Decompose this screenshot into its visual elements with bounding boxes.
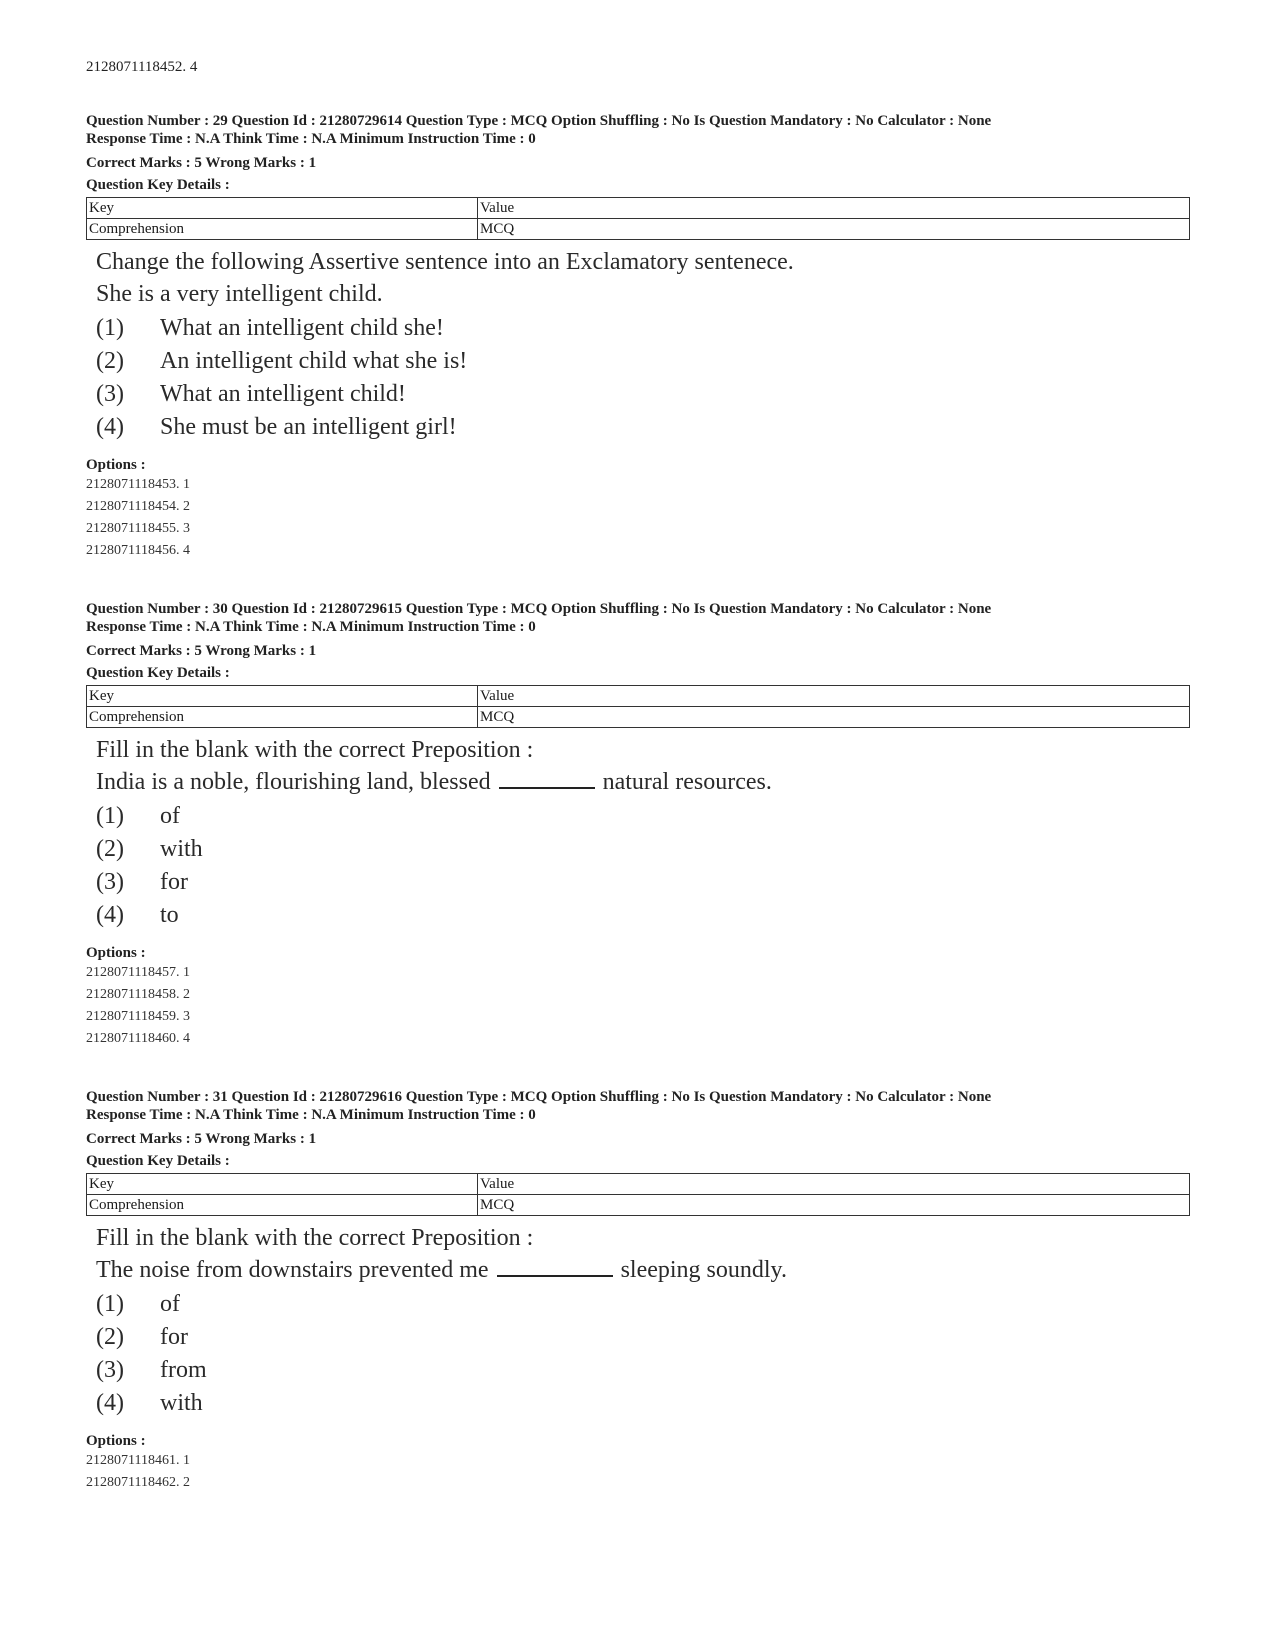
- answer-choice: [96, 800, 1190, 833]
- question-stem: [86, 734, 1190, 798]
- choice-number: (3): [96, 869, 124, 895]
- answer-choice: [96, 378, 1190, 411]
- answer-choice: [96, 411, 1190, 444]
- option-id: 2128071118461. 1: [86, 1453, 190, 1468]
- question-marks: Correct Marks : 5 Wrong Marks : 1: [86, 155, 317, 171]
- key-details-table: [86, 685, 1190, 728]
- choice-text: for: [160, 1324, 188, 1350]
- choice-text: She must be an intelligent girl!: [160, 414, 457, 440]
- option-id: 2128071118459. 3: [86, 1009, 190, 1024]
- question-meta-line: Question Number : 29 Question Id : 21280729614 Question Type : MCQ Option Shuffling : No Is Question Mandatory : No Calculator : None: [86, 113, 992, 129]
- sentence-after-blank: sleeping soundly.: [620, 1257, 787, 1283]
- answer-choices: [86, 800, 1190, 932]
- choice-text: for: [160, 869, 188, 895]
- table-header-key: Key: [87, 1174, 478, 1195]
- answer-choice: [96, 1288, 1190, 1321]
- options-label: Options :: [86, 457, 146, 473]
- answer-choice: [96, 312, 1190, 345]
- sentence-before-blank: The noise from downstairs prevented me: [96, 1257, 489, 1283]
- option-id: 2128071118455. 3: [86, 521, 190, 536]
- key-details-label: Question Key Details :: [86, 177, 230, 193]
- table-cell-key: Comprehension: [87, 219, 478, 240]
- choice-number: (4): [96, 902, 124, 928]
- choice-number: (2): [96, 348, 124, 374]
- table-row: [87, 198, 1190, 219]
- page-header-id: 2128071118452. 4: [86, 59, 198, 75]
- option-id: 2128071118460. 4: [86, 1031, 190, 1046]
- question-stem: [86, 1222, 1190, 1286]
- answer-choice: [96, 866, 1190, 899]
- choice-number: (1): [96, 1291, 124, 1317]
- table-header-key: Key: [87, 198, 478, 219]
- answer-choice: [96, 1387, 1190, 1420]
- answer-choices: [86, 312, 1190, 444]
- question-instruction: Change the following Assertive sentence into an Exclamatory sentenece.: [96, 249, 794, 275]
- question-timing-line: Response Time : N.A Think Time : N.A Minimum Instruction Time : 0: [86, 1107, 536, 1123]
- question-instruction: Fill in the blank with the correct Preposition :: [96, 737, 534, 763]
- question-block-30: [86, 600, 1190, 1050]
- table-header-value: Value: [478, 1174, 1190, 1195]
- options-label: Options :: [86, 945, 146, 961]
- answer-choice: [96, 833, 1190, 866]
- choice-text: to: [160, 902, 179, 928]
- choice-text: of: [160, 803, 180, 829]
- choice-number: (3): [96, 1357, 124, 1383]
- option-id: 2128071118454. 2: [86, 499, 190, 514]
- question-instruction: Fill in the blank with the correct Preposition :: [96, 1225, 534, 1251]
- table-cell-key: Comprehension: [87, 707, 478, 728]
- options-label: Options :: [86, 1433, 146, 1449]
- choice-text: What an intelligent child!: [160, 381, 406, 407]
- table-header-value: Value: [478, 686, 1190, 707]
- choice-text: What an intelligent child she!: [160, 315, 444, 341]
- table-row: [87, 219, 1190, 240]
- question-timing-line: Response Time : N.A Think Time : N.A Minimum Instruction Time : 0: [86, 619, 536, 635]
- choice-number: (2): [96, 1324, 124, 1350]
- key-details-table: [86, 1173, 1190, 1216]
- question-marks: Correct Marks : 5 Wrong Marks : 1: [86, 643, 317, 659]
- choice-number: (4): [96, 414, 124, 440]
- choice-number: (2): [96, 836, 124, 862]
- table-header-key: Key: [87, 686, 478, 707]
- question-sentence: [96, 766, 1190, 798]
- question-stem: [86, 246, 1190, 310]
- choice-text: with: [160, 1390, 203, 1416]
- answer-choice: [96, 899, 1190, 932]
- sentence-before-blank: India is a noble, flourishing land, blessed: [96, 769, 491, 795]
- question-meta-line: Question Number : 30 Question Id : 21280729615 Question Type : MCQ Option Shuffling : No Is Question Mandatory : No Calculator : None: [86, 601, 992, 617]
- table-header-value: Value: [478, 198, 1190, 219]
- table-row: [87, 686, 1190, 707]
- fill-blank: [499, 767, 595, 789]
- choice-number: (1): [96, 803, 124, 829]
- question-sentence: [96, 1254, 1190, 1286]
- question-sentence: She is a very intelligent child.: [96, 281, 383, 307]
- question-timing-line: Response Time : N.A Think Time : N.A Minimum Instruction Time : 0: [86, 131, 536, 147]
- question-block-29: [86, 112, 1190, 562]
- answer-choice: [96, 345, 1190, 378]
- key-details-label: Question Key Details :: [86, 665, 230, 681]
- table-cell-value: MCQ: [478, 707, 1190, 728]
- choice-number: (3): [96, 381, 124, 407]
- option-id: 2128071118456. 4: [86, 543, 190, 558]
- option-id: 2128071118458. 2: [86, 987, 190, 1002]
- option-id: 2128071118453. 1: [86, 477, 190, 492]
- answer-choices: [86, 1288, 1190, 1420]
- table-cell-key: Comprehension: [87, 1195, 478, 1216]
- choice-number: (1): [96, 315, 124, 341]
- choice-text: An intelligent child what she is!: [160, 348, 468, 374]
- fill-blank: [497, 1255, 613, 1277]
- choice-text: from: [160, 1357, 207, 1383]
- table-cell-value: MCQ: [478, 1195, 1190, 1216]
- key-details-table: [86, 197, 1190, 240]
- choice-text: with: [160, 836, 203, 862]
- table-row: [87, 1195, 1190, 1216]
- answer-choice: [96, 1354, 1190, 1387]
- key-details-label: Question Key Details :: [86, 1153, 230, 1169]
- choice-number: (4): [96, 1390, 124, 1416]
- table-cell-value: MCQ: [478, 219, 1190, 240]
- choice-text: of: [160, 1291, 180, 1317]
- option-id: 2128071118462. 2: [86, 1475, 190, 1490]
- question-block-31: [86, 1088, 1190, 1494]
- question-meta-line: Question Number : 31 Question Id : 21280729616 Question Type : MCQ Option Shuffling : No Is Question Mandatory : No Calculator : None: [86, 1089, 992, 1105]
- question-marks: Correct Marks : 5 Wrong Marks : 1: [86, 1131, 317, 1147]
- option-id: 2128071118457. 1: [86, 965, 190, 980]
- sentence-after-blank: natural resources.: [602, 769, 772, 795]
- table-row: [87, 1174, 1190, 1195]
- table-row: [87, 707, 1190, 728]
- answer-choice: [96, 1321, 1190, 1354]
